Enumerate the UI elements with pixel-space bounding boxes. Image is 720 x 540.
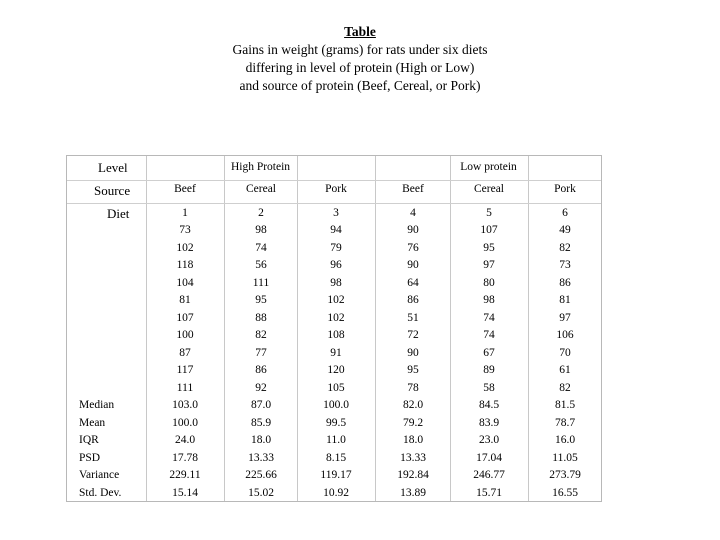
caption-title: Table (344, 24, 376, 39)
stat-cell: 13.89 (400, 486, 426, 499)
table-cell: 106 (556, 329, 574, 341)
stat-cell: 24.0 (174, 434, 196, 446)
stat-cell: 99.5 (325, 416, 347, 429)
table-cell: 98 (483, 294, 495, 306)
table-cell: 120 (327, 364, 345, 376)
stat-cell: 13.33 (400, 451, 426, 464)
table-cell: 90 (407, 259, 419, 271)
table-cell: 73 (559, 259, 571, 271)
column-divider (146, 156, 147, 501)
stat-cell: 18.0 (250, 434, 272, 446)
table-cell: 111 (176, 381, 194, 394)
stat-row-label: Median (79, 399, 115, 411)
table-cell: 96 (330, 259, 342, 271)
table-cell: 94 (330, 224, 342, 236)
table-cell: 82 (559, 241, 571, 254)
stat-cell: 273.79 (549, 469, 581, 481)
table-cell: 86 (407, 294, 419, 306)
column-divider (450, 156, 451, 501)
stat-cell: 16.55 (552, 486, 578, 499)
caption-line-3: and source of protein (Beef, Cereal, or Pork) (239, 78, 481, 93)
table-cell: 79 (330, 241, 342, 254)
caption-line-1: Gains in weight (grams) for rats under six diets (232, 42, 488, 57)
table-cell: 72 (407, 329, 419, 341)
table-cell: 97 (483, 259, 495, 271)
table-cell: 70 (559, 346, 571, 359)
table-cell: 81 (179, 294, 191, 306)
stat-row-label: Std. Dev. (79, 486, 122, 499)
caption-line-2: differing in level of protein (High or Low) (245, 60, 475, 75)
stat-cell: 246.77 (473, 469, 505, 481)
stat-cell: 15.02 (248, 486, 274, 499)
stat-cell: 225.66 (245, 469, 277, 481)
table-cell: 49 (559, 224, 571, 236)
stat-cell: 229.11 (169, 469, 201, 481)
stat-cell: 15.14 (172, 486, 198, 499)
stat-cell: 79.2 (402, 416, 424, 429)
table-cell: 86 (559, 276, 571, 289)
source-header-cell: Beef (174, 183, 196, 195)
table-cell: 111 (252, 276, 270, 289)
table-cell: 58 (483, 381, 495, 394)
diet-header-cell: 6 (562, 207, 568, 219)
stat-cell: 85.9 (250, 416, 272, 429)
stat-cell: 82.0 (402, 399, 424, 411)
stat-cell: 17.04 (476, 451, 502, 464)
table-cell: 107 (480, 224, 498, 236)
table-cell: 108 (327, 329, 345, 341)
data-table (66, 155, 602, 502)
table-cell: 102 (327, 311, 345, 324)
table-cell: 91 (330, 346, 342, 359)
table-cell: 92 (255, 381, 267, 394)
stat-cell: 84.5 (478, 399, 500, 411)
stat-cell: 81.5 (554, 399, 576, 411)
stat-cell: 16.0 (554, 434, 576, 446)
table-cell: 77 (255, 346, 267, 359)
stat-cell: 100.0 (323, 399, 349, 411)
table-cell: 64 (407, 276, 419, 289)
level-label: Level (98, 160, 128, 175)
stat-row-label: Variance (79, 469, 120, 481)
table-cell: 74 (255, 241, 267, 254)
group-header-high-protein: High Protein (230, 161, 291, 173)
table-cell: 90 (407, 346, 419, 359)
table-cell: 98 (255, 224, 267, 236)
table-cell: 95 (255, 294, 267, 306)
table-cell: 82 (559, 381, 571, 394)
diet-header-cell: 4 (410, 207, 416, 219)
diet-header-cell: 5 (486, 207, 492, 219)
table-cell: 95 (407, 364, 419, 376)
stat-cell: 13.33 (248, 451, 274, 464)
table-cell: 105 (327, 381, 345, 394)
table-cell: 100 (176, 329, 194, 341)
stat-cell: 87.0 (250, 399, 272, 411)
table-cell: 89 (483, 364, 495, 376)
stat-cell: 103.0 (172, 399, 198, 411)
stat-cell: 17.78 (172, 451, 198, 464)
group-header-low-protein: Low protein (460, 161, 517, 173)
table-cell: 51 (407, 311, 419, 324)
table-cell: 81 (559, 294, 571, 306)
table-cell: 86 (255, 364, 267, 376)
stat-cell: 18.0 (402, 434, 424, 446)
table-cell: 87 (179, 346, 191, 359)
table-cell: 102 (327, 294, 345, 306)
stat-cell: 78.7 (554, 416, 576, 429)
diet-header-cell: 3 (333, 207, 339, 219)
stat-cell: 83.9 (478, 416, 500, 429)
table-cell: 97 (559, 311, 571, 324)
stat-cell: 23.0 (478, 434, 500, 446)
source-header-cell: Cereal (245, 183, 276, 195)
diet-header-cell: 2 (258, 207, 264, 219)
table-cell: 104 (176, 276, 194, 289)
stat-cell: 11.05 (552, 451, 578, 464)
table-cell: 67 (483, 346, 495, 359)
stat-row-label: IQR (79, 434, 99, 446)
table-cell: 118 (176, 259, 194, 271)
table-cell: 74 (483, 329, 495, 341)
stat-cell: 192.84 (397, 469, 429, 481)
stat-cell: 119.17 (320, 469, 352, 481)
stat-cell: 8.15 (325, 451, 347, 464)
source-header-cell: Pork (325, 183, 347, 195)
source-header-cell: Cereal (473, 183, 504, 195)
table-cell: 61 (559, 364, 571, 376)
table-cell: 88 (255, 311, 267, 324)
source-label: Source (94, 183, 131, 198)
stat-cell: 100.0 (172, 416, 198, 429)
table-cell: 117 (176, 364, 194, 376)
table-cell: 76 (407, 241, 419, 254)
header-divider (67, 203, 601, 204)
table-cell: 78 (407, 381, 419, 394)
source-header-cell: Pork (554, 183, 576, 195)
table-cell: 98 (330, 276, 342, 289)
stat-cell: 10.92 (323, 486, 349, 499)
table-cell: 56 (255, 259, 267, 271)
table-cell: 74 (483, 311, 495, 324)
diet-header-cell: 1 (182, 207, 188, 219)
table-cell: 107 (176, 311, 194, 324)
stat-row-label: Mean (79, 416, 106, 429)
stat-cell: 11.0 (326, 434, 346, 446)
diet-label: Diet (107, 206, 130, 221)
table-cell: 90 (407, 224, 419, 236)
table-cell: 80 (483, 276, 495, 289)
stat-cell: 15.71 (476, 486, 502, 499)
table-cell: 95 (483, 241, 495, 254)
table-cell: 102 (176, 241, 194, 254)
table-cell: 73 (179, 224, 191, 236)
stat-row-label: PSD (79, 451, 101, 464)
source-header-cell: Beef (402, 183, 424, 195)
table-cell: 82 (255, 329, 267, 341)
table-caption (0, 23, 720, 95)
